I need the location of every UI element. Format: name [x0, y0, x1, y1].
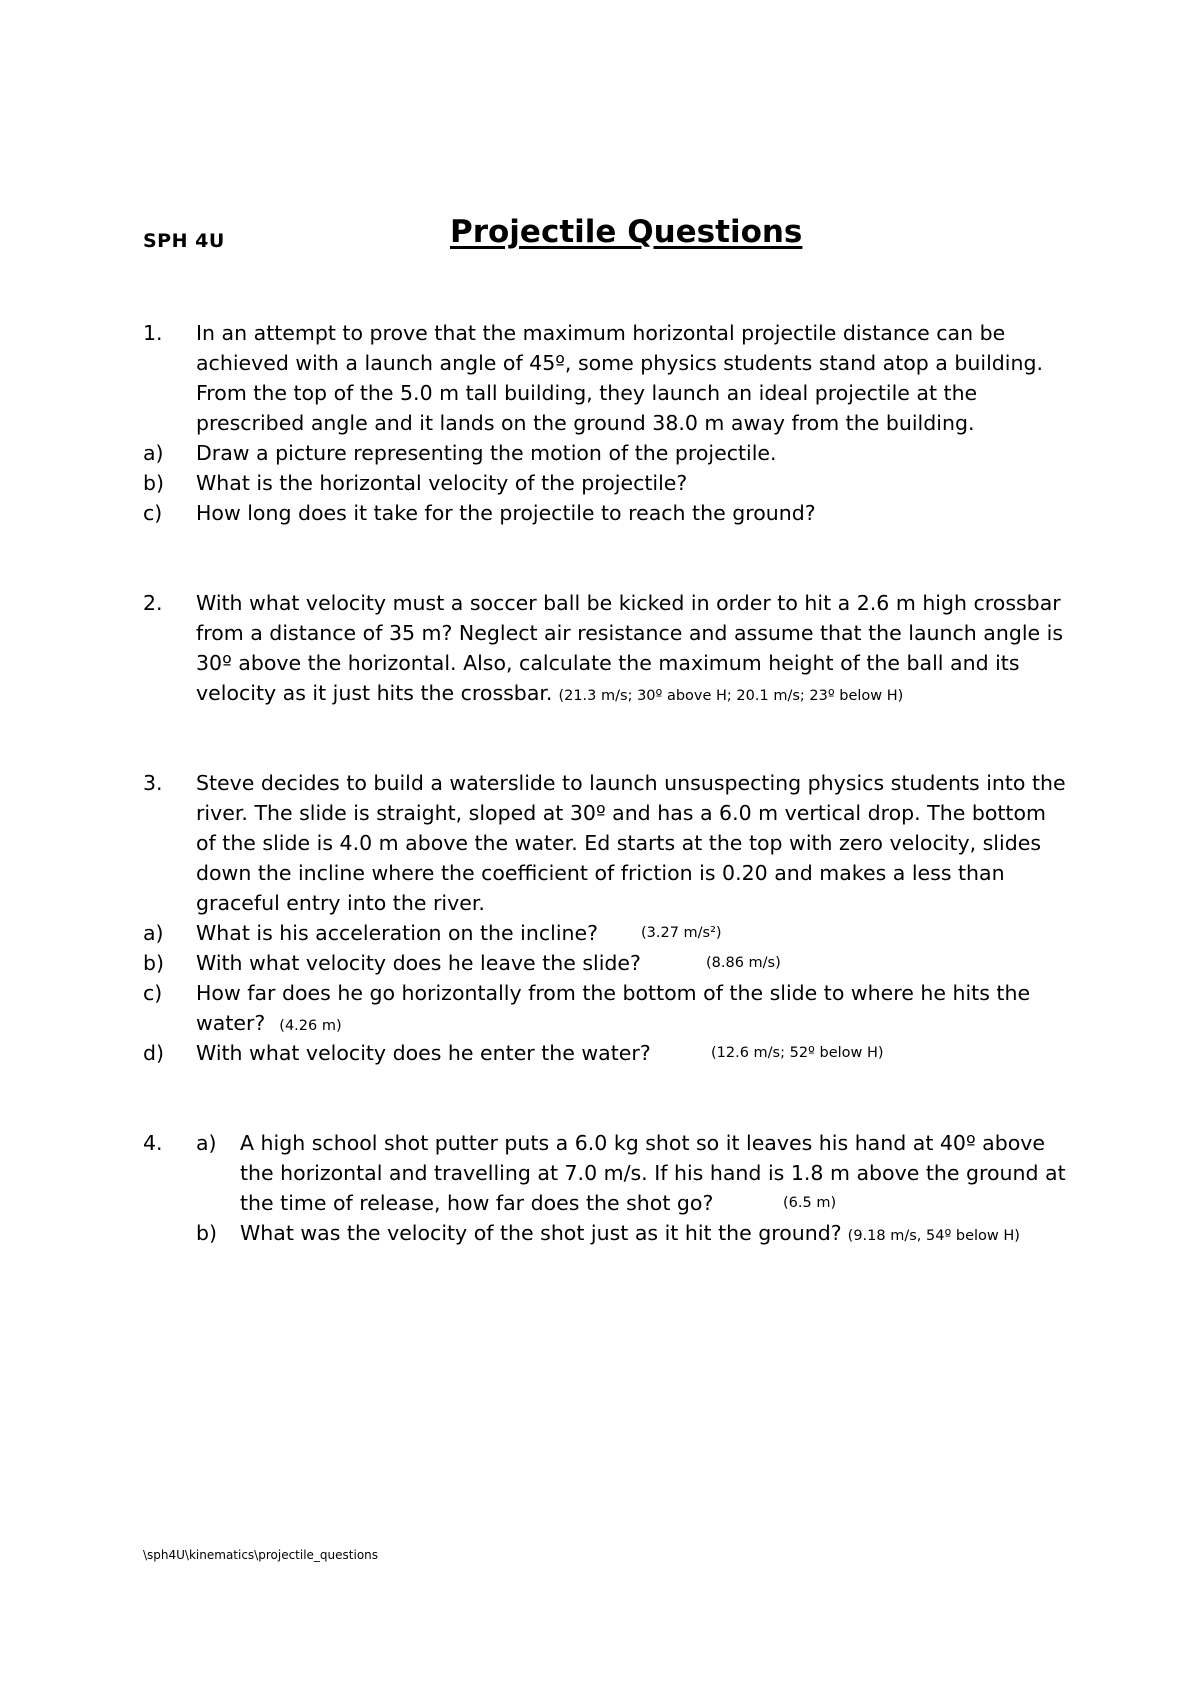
question-text-line: With what velocity must a soccer ball be kicked in order to hit a 2.6 m high crossbar: [196, 591, 1061, 615]
answer-text: (3.27 m/s²): [641, 925, 722, 941]
part-text: With what velocity does he leave the slide?: [196, 951, 641, 975]
question-text-line: From the top of the 5.0 m tall building, they launch an ideal projectile at the: [196, 381, 978, 405]
part-label: a): [143, 441, 164, 465]
course-code: SPH 4U: [143, 230, 225, 252]
file-path-footer: \sph4U\kinematics\projectile_questions: [143, 1548, 379, 1562]
part-label: b): [196, 1221, 218, 1245]
part-label: c): [143, 501, 163, 525]
part-text: water?: [196, 1011, 266, 1035]
part-text: How long does it take for the projectile to reach the ground?: [196, 501, 816, 525]
part-label: a): [143, 921, 164, 945]
part-text: What was the velocity of the shot just as it hit the ground?: [240, 1221, 842, 1245]
question-text-line: of the slide is 4.0 m above the water. Ed starts at the top with zero velocity, slides: [196, 831, 1041, 855]
question-text-line: achieved with a launch angle of 45º, some physics students stand atop a building.: [196, 351, 1044, 375]
part-label: b): [143, 471, 165, 495]
answer-text: (9.18 m/s, 54º below H): [847, 1228, 1020, 1244]
page-title: Projectile Questions: [450, 214, 803, 250]
answer-text: (12.6 m/s; 52º below H): [711, 1045, 884, 1061]
question-number: 1.: [143, 321, 163, 345]
part-label: a): [196, 1131, 217, 1155]
question-text-line: down the incline where the coefficient of friction is 0.20 and makes a less than: [196, 861, 1005, 885]
question-number: 2.: [143, 591, 163, 615]
question-number: 4.: [143, 1131, 163, 1155]
part-label: d): [143, 1041, 165, 1065]
answer-text: (6.5 m): [783, 1195, 837, 1211]
answer-text: (4.26 m): [279, 1018, 342, 1034]
part-label: b): [143, 951, 165, 975]
answer-text: (8.86 m/s): [706, 955, 781, 971]
part-text: the horizontal and travelling at 7.0 m/s. If his hand is 1.8 m above the ground at: [240, 1161, 1066, 1185]
question-text-line: Steve decides to build a waterslide to launch unsuspecting physics students into the: [196, 771, 1066, 795]
question-number: 3.: [143, 771, 163, 795]
question-text-line: velocity as it just hits the crossbar.: [196, 681, 553, 705]
question-text-line: 30º above the horizontal. Also, calculate the maximum height of the ball and its: [196, 651, 1020, 675]
question-text-line: prescribed angle and it lands on the ground 38.0 m away from the building.: [196, 411, 975, 435]
question-text-line: graceful entry into the river.: [196, 891, 485, 915]
part-text: What is the horizontal velocity of the projectile?: [196, 471, 688, 495]
question-text-line: In an attempt to prove that the maximum horizontal projectile distance can be: [196, 321, 1006, 345]
answer-text: (21.3 m/s; 30º above H; 20.1 m/s; 23º below H): [558, 688, 904, 704]
part-text: What is his acceleration on the incline?: [196, 921, 599, 945]
part-text: How far does he go horizontally from the bottom of the slide to where he hits the: [196, 981, 1031, 1005]
part-label: c): [143, 981, 163, 1005]
part-text: A high school shot putter puts a 6.0 kg shot so it leaves his hand at 40º above: [240, 1131, 1046, 1155]
part-text: With what velocity does he enter the water?: [196, 1041, 651, 1065]
question-text-line: from a distance of 35 m? Neglect air resistance and assume that the launch angle is: [196, 621, 1064, 645]
part-text: Draw a picture representing the motion of the projectile.: [196, 441, 777, 465]
part-text: the time of release, how far does the shot go?: [240, 1191, 714, 1215]
question-text-line: river. The slide is straight, sloped at 30º and has a 6.0 m vertical drop. The bottom: [196, 801, 1046, 825]
